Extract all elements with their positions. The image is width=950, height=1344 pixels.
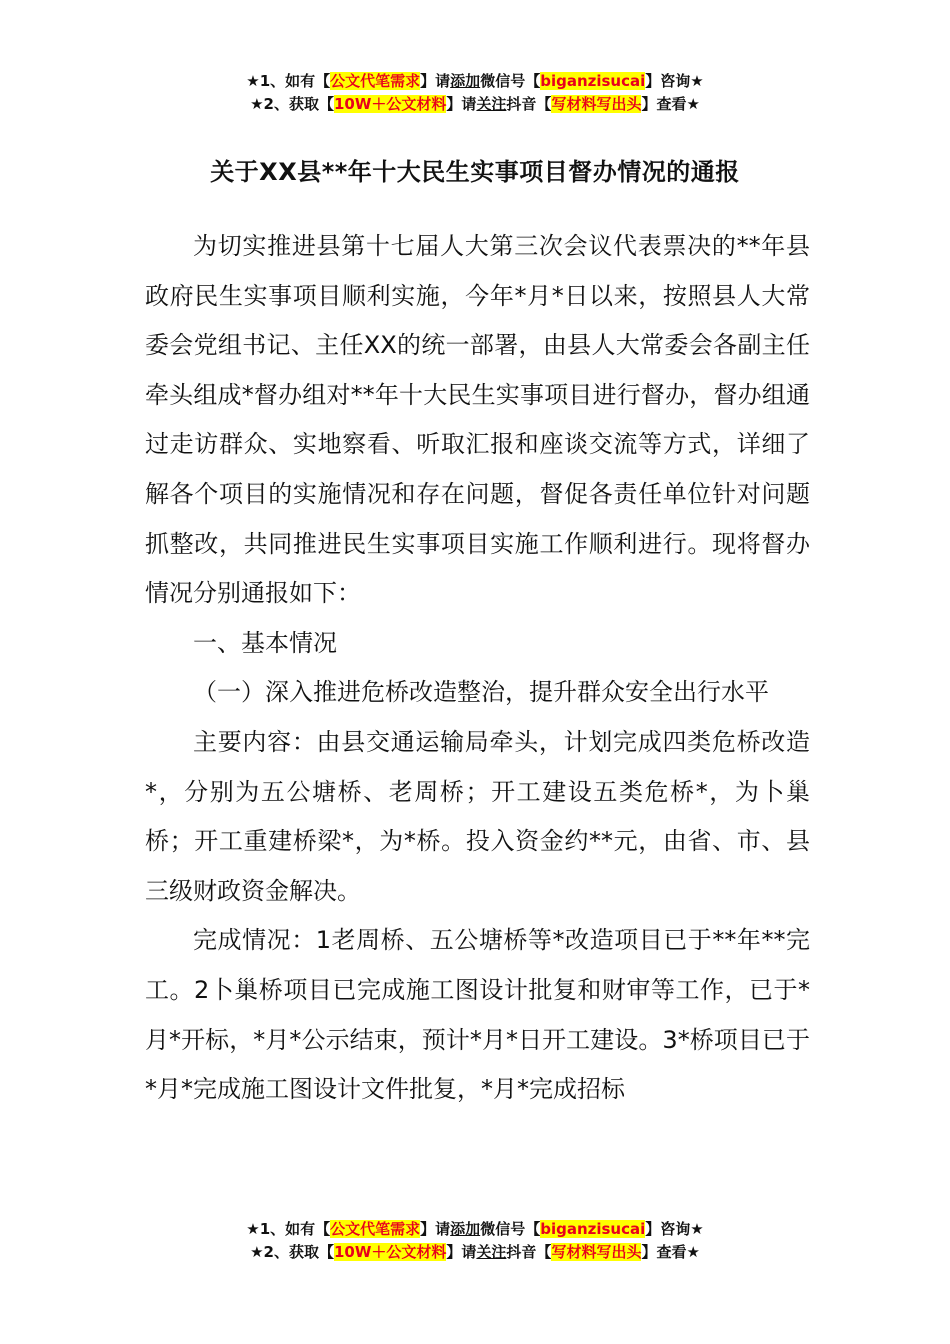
- promo-text: 】请: [420, 72, 451, 90]
- promo-text: 微信号【: [480, 1220, 541, 1238]
- star-icon: ★: [250, 95, 264, 113]
- promo-text: 微信号【: [480, 72, 541, 90]
- star-icon: ★: [246, 1220, 260, 1238]
- paragraph-completion-status: 完成情况：1老周桥、五公塘桥等*改造项目已于**年**完工。2卜巢桥项目已完成施工图设计批复和财审等工作，已于*月*开标，*月*公示结束，预计*月*日开工建设。3*桥项目已于*月*完成施工图设计文件批复，*月*完成招标: [145, 926, 810, 1104]
- promo-underline: 添加: [450, 72, 481, 90]
- promo-wechat-id: biganzisucai: [540, 72, 646, 90]
- promo-line-1: [0, 70, 950, 93]
- promo-douyin-account: 写材料写出头: [551, 95, 642, 113]
- promo-text: 】请: [420, 1220, 451, 1238]
- section-heading: 一、基本情况: [193, 628, 337, 657]
- paragraph-intro: 为切实推进县第十七届人大第三次会议代表票决的**年县政府民生实事项目顺利实施，今年*月*日以来，按照县人大常委会党组书记、主任XX的统一部署，由县人大常委会各副主任牵头组成*督办组对**年十大民生实事项目进行督办，督办组通过走访群众、实地察看、听取汇报和座谈交流等方式，详细了解各个项目的实施情况和存在问题，督促各责任单位针对问题抓整改，共同推进民生实事项目实施工作顺利进行。现将督办情况分别通报如下：: [145, 232, 810, 608]
- promo-text: 】请: [446, 1243, 477, 1261]
- footer-promo-banner: [0, 1218, 950, 1264]
- promo-text: 】咨询: [645, 72, 691, 90]
- promo-wechat-id: biganzisucai: [540, 1220, 646, 1238]
- promo-line-2: [0, 1241, 950, 1264]
- promo-text: 抖音【: [506, 95, 552, 113]
- star-icon: ★: [690, 1220, 704, 1238]
- promo-douyin-account: 写材料写出头: [551, 1243, 642, 1261]
- star-icon: ★: [250, 1243, 264, 1261]
- header-promo-banner: [0, 70, 950, 116]
- promo-text: 1、如有【: [259, 72, 331, 90]
- promo-underline: 关注: [476, 95, 507, 113]
- promo-line-2: [0, 93, 950, 116]
- subsection-heading: （一）深入推进危桥改造整治，提升群众安全出行水平: [193, 678, 769, 707]
- promo-line-1: [0, 1218, 950, 1241]
- star-icon: ★: [246, 72, 260, 90]
- document-body: [145, 222, 810, 1115]
- star-icon: ★: [686, 1243, 700, 1261]
- promo-underline: 关注: [476, 1243, 507, 1261]
- promo-underline: 添加: [450, 1220, 481, 1238]
- promo-text: 2、获取【: [263, 1243, 334, 1261]
- promo-highlight: 10W＋公文材料: [333, 1243, 447, 1261]
- promo-text: 抖音【: [506, 1243, 552, 1261]
- promo-text: 1、如有【: [259, 1220, 331, 1238]
- star-icon: ★: [686, 95, 700, 113]
- document-title: 关于XX县**年十大民生实事项目督办情况的通报: [210, 158, 740, 186]
- promo-highlight: 10W＋公文材料: [333, 95, 447, 113]
- promo-highlight: 公文代笔需求: [330, 1220, 421, 1238]
- paragraph-main-content: 主要内容：由县交通运输局牵头，计划完成四类危桥改造*，分别为五公塘桥、老周桥；开工建设五类危桥*，为卜巢桥；开工重建桥梁*，为*桥。投入资金约**元，由省、市、县三级财政资金解决。: [145, 727, 810, 905]
- promo-text: 】查看: [641, 95, 687, 113]
- promo-highlight: 公文代笔需求: [330, 72, 421, 90]
- promo-text: 】查看: [641, 1243, 687, 1261]
- promo-text: 】请: [446, 95, 477, 113]
- promo-text: 】咨询: [645, 1220, 691, 1238]
- star-icon: ★: [690, 72, 704, 90]
- promo-text: 2、获取【: [263, 95, 334, 113]
